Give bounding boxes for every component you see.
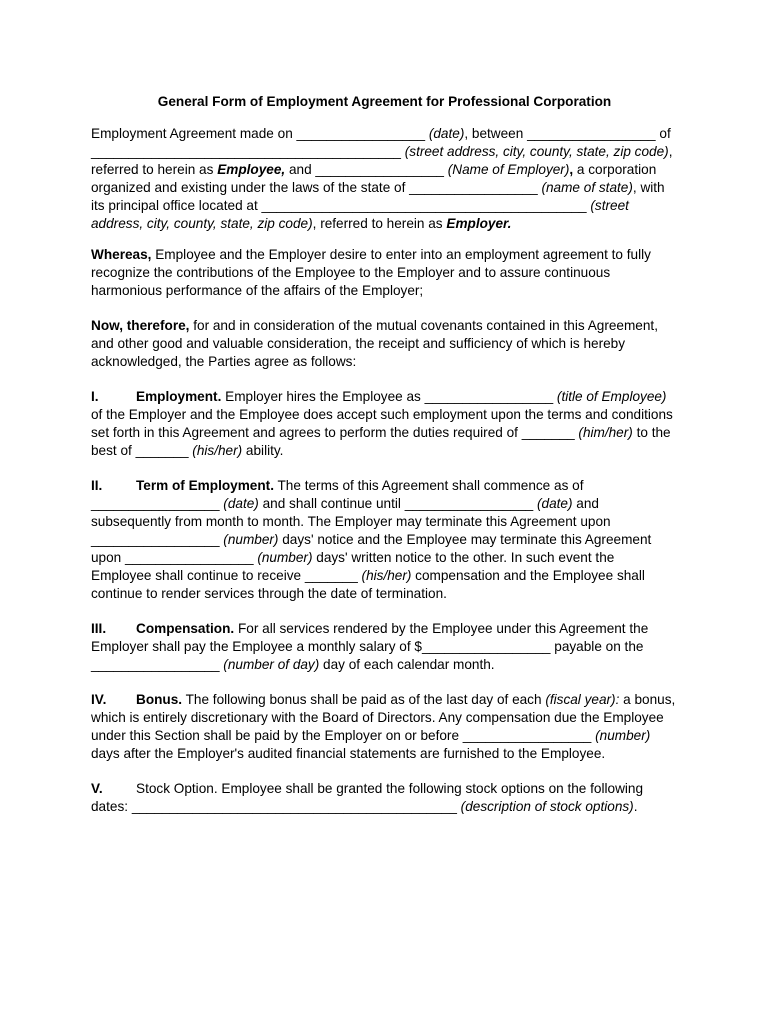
text-run: a bonus, which is entirely discretionary with the Board of Directors. Any compensation due the Employee under this Section shall be paid by the Employer on or before bbox=[91, 692, 676, 743]
text-run: (number of day) bbox=[219, 657, 320, 672]
section-number: II. bbox=[91, 478, 103, 493]
blank-line: _______ bbox=[521, 425, 575, 440]
sections-list bbox=[91, 388, 678, 816]
text-run: (his/her) bbox=[188, 443, 243, 458]
text-run: (date) bbox=[425, 126, 465, 141]
text-run: a corporation organized and existing under the laws of the state of bbox=[91, 162, 657, 195]
text-run: (date) bbox=[219, 496, 259, 511]
section-term-of-employment bbox=[91, 477, 678, 603]
text-run: Employee and the Employer desire to enter into an employment agreement to fully recognize the contributions of the Employee to the Employer and to assure continuous harmonious performance of the affairs of the Employer; bbox=[91, 247, 651, 298]
text-run: , bbox=[569, 162, 574, 177]
text-run: (number) bbox=[591, 728, 651, 743]
text-run: and bbox=[285, 162, 316, 177]
blank-line: _________________ bbox=[296, 126, 426, 141]
blank-line: _________________________________________ bbox=[91, 144, 401, 159]
blank-line: ___________________________________________ bbox=[131, 799, 457, 814]
text-run: (him/her) bbox=[574, 425, 633, 440]
section-stock-option bbox=[91, 780, 678, 816]
text-run: to the best of bbox=[91, 425, 671, 458]
text-run: , referred to herein as bbox=[91, 144, 673, 177]
document-title: General Form of Employment Agreement for Professional Corporation bbox=[157, 94, 612, 109]
blank-line: _________________ bbox=[421, 639, 551, 654]
text-run: and shall continue until bbox=[258, 496, 405, 511]
blank-line: _________________ bbox=[424, 389, 554, 404]
text-run: Employment Agreement made on bbox=[91, 126, 297, 141]
text-run: day of each calendar month. bbox=[319, 657, 495, 672]
section-employment bbox=[91, 388, 678, 460]
text-run: Bonus. bbox=[136, 692, 183, 707]
text-run: and subsequently from month to month. The Employer may terminate this Agreement upon bbox=[91, 496, 611, 529]
text-run: (title of Employee) bbox=[553, 389, 667, 404]
blank-line: ___________________________________________ bbox=[261, 198, 587, 213]
section-number: V. bbox=[91, 781, 103, 796]
blank-line: _________________ bbox=[91, 532, 220, 547]
text-run: days after the Employer's audited financial statements are furnished to the Employee. bbox=[91, 746, 606, 761]
text-run: Employment. bbox=[136, 389, 222, 404]
text-run: Stock Option. Employee shall be granted the following stock options on the following dates: bbox=[91, 781, 644, 814]
section-number: III. bbox=[91, 621, 107, 636]
text-run: For all services rendered by the Employee under this Agreement the Employer shall pay the Employee a monthly salary of $ bbox=[91, 621, 649, 654]
text-run: (street address, city, county, state, zip code) bbox=[91, 198, 629, 231]
blank-line: _______ bbox=[135, 443, 189, 458]
text-run: (description of stock options) bbox=[456, 799, 634, 814]
text-run: , referred to herein as bbox=[312, 216, 447, 231]
text-run: Employer. bbox=[446, 216, 512, 231]
blank-line: _________________ bbox=[404, 496, 534, 511]
text-run: Compensation. bbox=[136, 621, 235, 636]
text-run: Whereas, bbox=[91, 247, 152, 262]
text-run: (number) bbox=[253, 550, 313, 565]
intro-paragraph bbox=[91, 125, 678, 233]
blank-line: _________________ bbox=[462, 728, 592, 743]
text-run: Employee, bbox=[217, 162, 286, 177]
text-run: for and in consideration of the mutual covenants contained in this Agreement, and other good and valuable consideration, the receipt and sufficiency of which is hereby acknowledged, the Parties agree as follows: bbox=[91, 318, 658, 369]
section-number: IV. bbox=[91, 692, 107, 707]
text-run: of the Employer and the Employee does accept such employment upon the terms and conditions set forth in this Agreement and agrees to perform the duties required of bbox=[91, 407, 673, 440]
section-compensation bbox=[91, 620, 678, 674]
text-run: ability. bbox=[242, 443, 284, 458]
text-run: . bbox=[633, 799, 638, 814]
blank-line: _________________ bbox=[91, 496, 220, 511]
blank-line: _______ bbox=[304, 568, 358, 583]
text-run: (Name of Employer) bbox=[443, 162, 570, 177]
blank-line: _________________ bbox=[527, 126, 656, 141]
text-run: (street address, city, county, state, zip code) bbox=[400, 144, 669, 159]
text-run: The following bonus shall be paid as of the last day of each bbox=[182, 692, 546, 707]
section-number: I. bbox=[91, 389, 99, 404]
text-run: , between bbox=[464, 126, 528, 141]
text-run: , with its principal office located at bbox=[91, 180, 665, 213]
blank-line: _________________ bbox=[409, 180, 538, 195]
text-run: compensation and the Employee shall continue to render services through the date of termination. bbox=[91, 568, 645, 601]
text-run: days' notice and the Employee may terminate this Agreement upon bbox=[91, 532, 652, 565]
text-run: Now, therefore, bbox=[91, 318, 190, 333]
text-run: (fiscal year): bbox=[545, 692, 620, 707]
text-run: of bbox=[655, 126, 671, 141]
text-run: The terms of this Agreement shall commence as of bbox=[273, 478, 584, 493]
text-run: (date) bbox=[533, 496, 573, 511]
blank-line: _________________ bbox=[91, 657, 220, 672]
now-therefore-paragraph bbox=[91, 317, 678, 371]
text-run: days' written notice to the other. In such event the Employee shall continue to receive bbox=[91, 550, 615, 583]
text-run: Term of Employment. bbox=[136, 478, 274, 493]
blank-line: _________________ bbox=[315, 162, 444, 177]
blank-line: _________________ bbox=[125, 550, 254, 565]
section-bonus bbox=[91, 691, 678, 763]
text-run: (name of state) bbox=[537, 180, 633, 195]
text-run: (number) bbox=[219, 532, 279, 547]
whereas-paragraph bbox=[91, 246, 678, 300]
text-run: (his/her) bbox=[357, 568, 412, 583]
text-run: payable on the bbox=[550, 639, 644, 654]
text-run: Employer hires the Employee as bbox=[221, 389, 425, 404]
